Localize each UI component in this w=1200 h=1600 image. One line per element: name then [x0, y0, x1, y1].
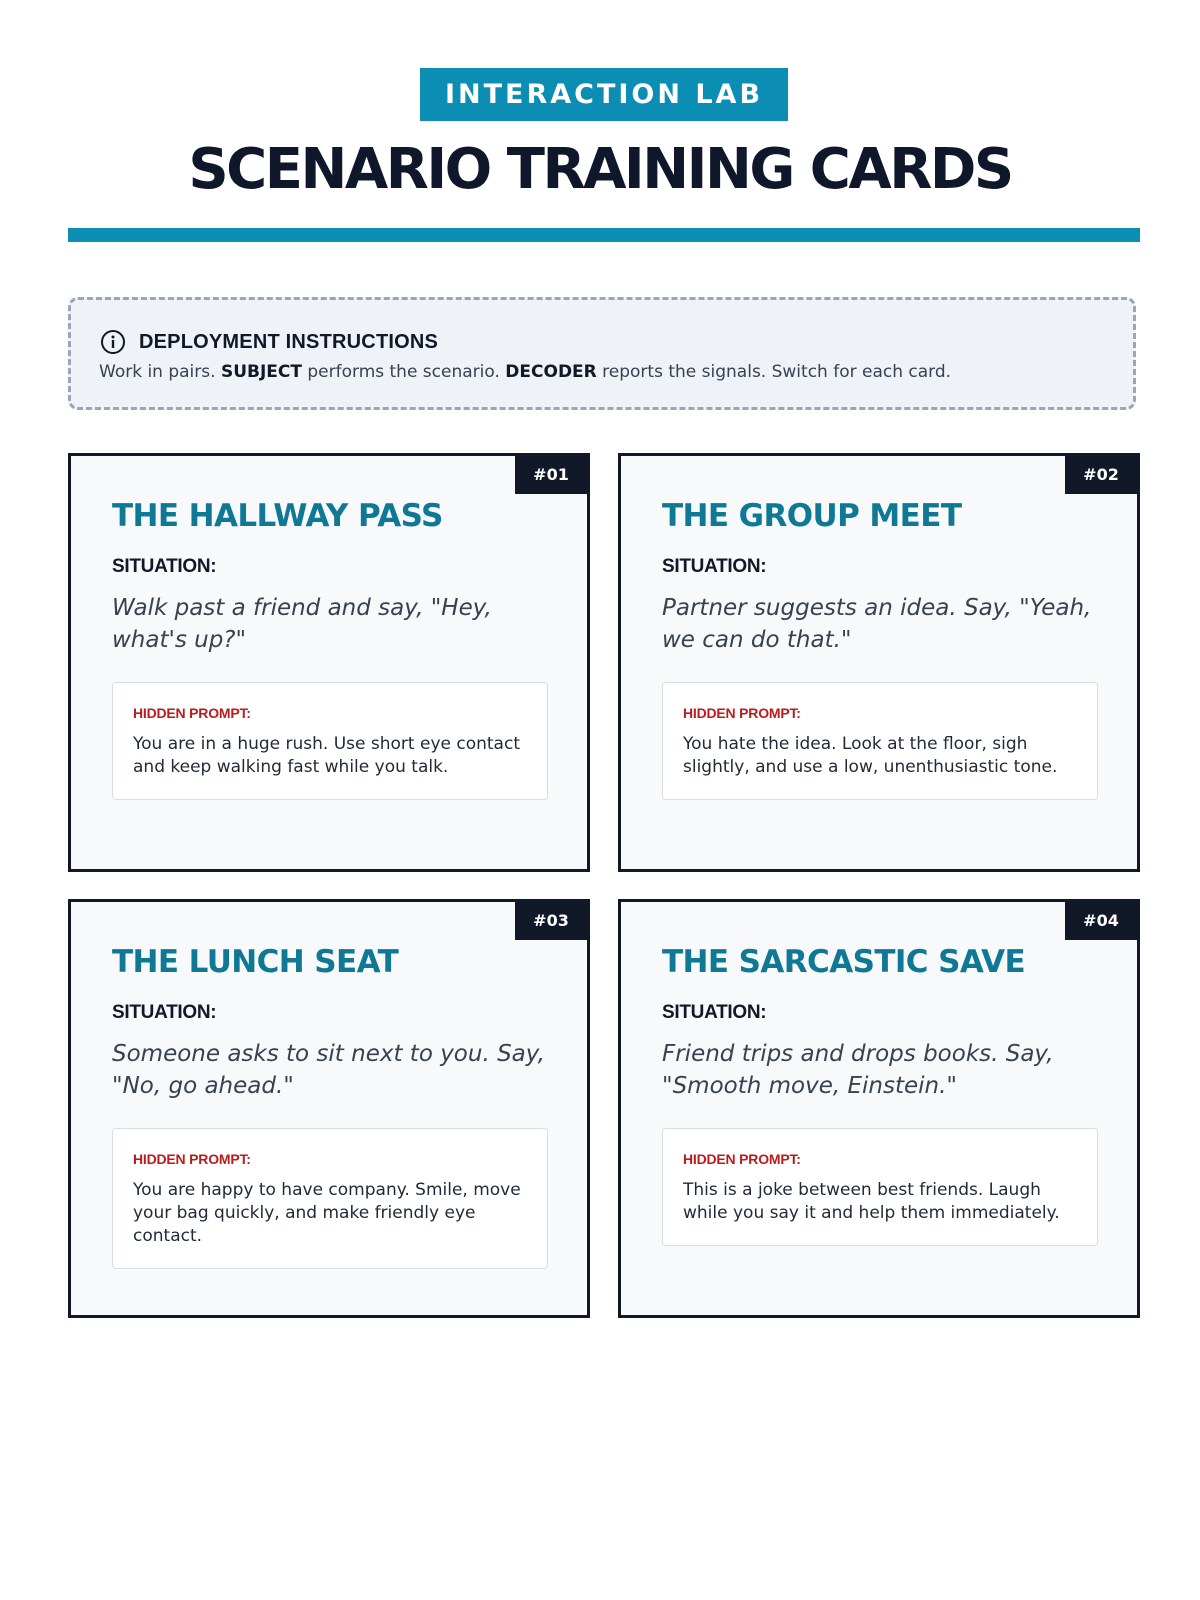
card-number-badge: #04	[1065, 902, 1137, 940]
hidden-prompt-box	[662, 1128, 1098, 1246]
instructions-text-part: Work in pairs.	[99, 362, 221, 382]
scenario-card	[68, 899, 590, 1318]
title-divider	[68, 228, 1140, 242]
hidden-prompt-label: HIDDEN PROMPT:	[133, 1151, 251, 1167]
instructions-text	[99, 362, 951, 382]
hidden-prompt-text: You are in a huge rush. Use short eye contact and keep walking fast while you talk.	[133, 734, 520, 777]
hidden-prompt-box	[112, 682, 548, 800]
instructions-title: DEPLOYMENT INSTRUCTIONS	[139, 330, 439, 353]
situation-text: Walk past a friend and say, "Hey, what's up?"	[112, 595, 492, 653]
eyebrow-label: INTERACTION LAB	[420, 68, 788, 121]
situation-label: SITUATION:	[662, 1002, 767, 1023]
card-number-badge: #01	[515, 456, 587, 494]
card-title: THE HALLWAY PASS	[112, 498, 443, 534]
card-title: THE SARCASTIC SAVE	[662, 944, 1026, 980]
page-title: SCENARIO TRAINING CARDS	[188, 137, 1012, 202]
situation-text: Friend trips and drops books. Say, "Smooth move, Einstein."	[662, 1041, 1054, 1099]
instructions-text-part: performs the scenario.	[301, 362, 506, 382]
card-title: THE GROUP MEET	[662, 498, 962, 534]
info-icon	[99, 328, 127, 356]
hidden-prompt-box	[112, 1128, 548, 1269]
role-decoder: DECODER	[505, 362, 597, 382]
instructions-panel	[68, 297, 1136, 410]
hidden-prompt-label: HIDDEN PROMPT:	[133, 705, 251, 721]
card-title: THE LUNCH SEAT	[112, 944, 399, 980]
hidden-prompt-text: This is a joke between best friends. Laugh while you say it and help them immediately.	[683, 1180, 1060, 1223]
instructions-header	[99, 328, 438, 356]
hidden-prompt-label: HIDDEN PROMPT:	[683, 1151, 801, 1167]
card-number-badge: #03	[515, 902, 587, 940]
situation-text: Someone asks to sit next to you. Say, "No, go ahead."	[112, 1041, 545, 1099]
instructions-text-part: reports the signals. Switch for each card.	[596, 362, 952, 382]
scenario-card	[618, 453, 1140, 872]
situation-label: SITUATION:	[662, 556, 767, 577]
card-number-badge: #02	[1065, 456, 1137, 494]
situation-label: SITUATION:	[112, 556, 217, 577]
hidden-prompt-text: You hate the idea. Look at the floor, sigh slightly, and use a low, unenthusiastic tone.	[683, 734, 1058, 777]
situation-label: SITUATION:	[112, 1002, 217, 1023]
situation-text: Partner suggests an idea. Say, "Yeah, we can do that."	[662, 595, 1092, 653]
hidden-prompt-box	[662, 682, 1098, 800]
hidden-prompt-text: You are happy to have company. Smile, move your bag quickly, and make friendly eye contact.	[133, 1180, 521, 1246]
role-subject: SUBJECT	[220, 362, 302, 382]
scenario-card	[618, 899, 1140, 1318]
hidden-prompt-label: HIDDEN PROMPT:	[683, 705, 801, 721]
scenario-card	[68, 453, 590, 872]
